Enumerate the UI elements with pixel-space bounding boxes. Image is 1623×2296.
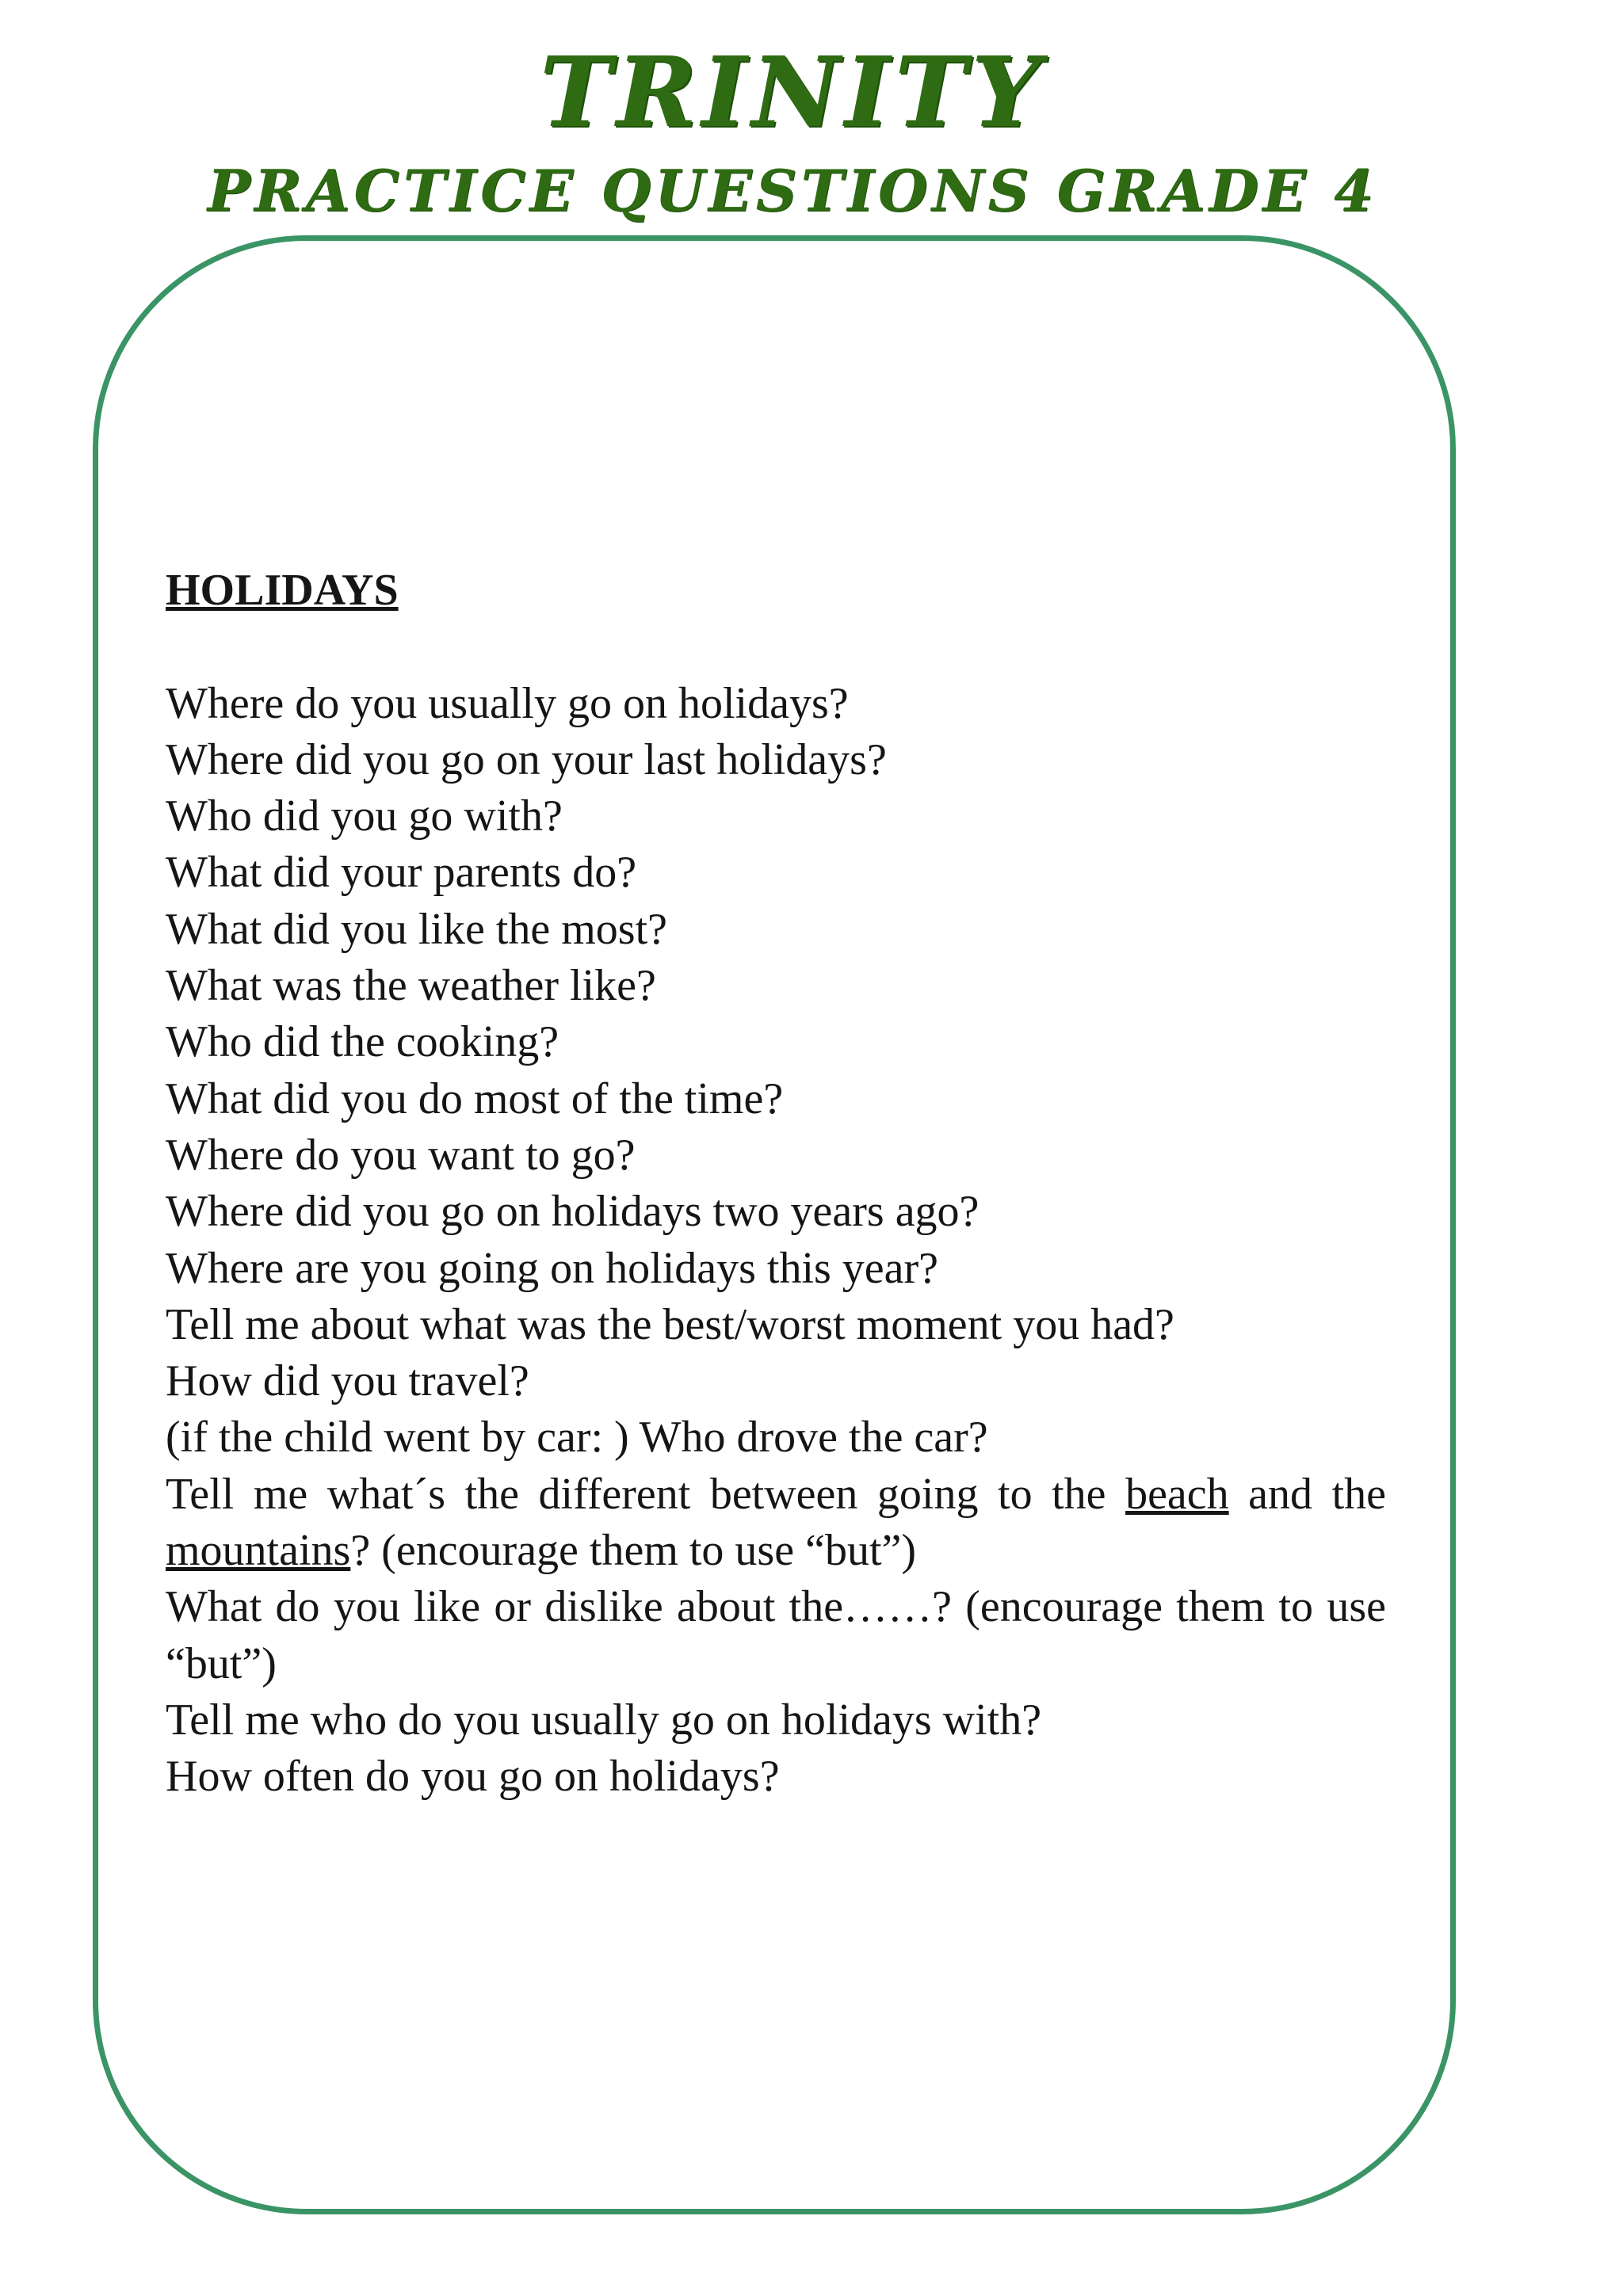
question-8: What did you do most of the time? bbox=[166, 1074, 784, 1123]
question-3: Who did you go with? bbox=[166, 791, 563, 841]
question-11: Where are you going on holidays this year? bbox=[166, 1243, 939, 1293]
question-18: How often do you go on holidays? bbox=[166, 1752, 780, 1802]
question-17: Tell me who do you usually go on holidays with? bbox=[166, 1695, 1042, 1745]
section-heading: HOLIDAYS bbox=[166, 566, 399, 615]
question-5: What did you like the most? bbox=[166, 904, 667, 954]
beach-word: beach bbox=[1125, 1469, 1229, 1519]
question-4: What did your parents do? bbox=[166, 848, 637, 898]
question-16: What do you like or dislike about the……? (encourage them to use “but”) bbox=[166, 1582, 1386, 1688]
question-14: (if the child went by car: ) Who drove the car? bbox=[166, 1413, 988, 1463]
question-15 bbox=[166, 1466, 1386, 1580]
question-10: Where did you go on holidays two years ago? bbox=[166, 1187, 980, 1237]
question-12: Tell me about what was the best/worst moment you had? bbox=[166, 1299, 1174, 1349]
page-subtitle: PRACTICE QUESTIONS GRADE 4 bbox=[207, 157, 1378, 224]
question-2: Where did you go on your last holidays? bbox=[166, 734, 887, 784]
question-1: Where do you usually go on holidays? bbox=[166, 678, 849, 728]
question-7: Who did the cooking? bbox=[166, 1017, 559, 1067]
question-9: Where do you want to go? bbox=[166, 1130, 636, 1180]
question-6: What was the weather like? bbox=[166, 961, 656, 1011]
page-title: TRINITY bbox=[540, 35, 1045, 149]
question-15-part1: Tell me what´s the different between going to the bbox=[166, 1469, 1126, 1519]
mountains-word: mountains bbox=[166, 1526, 351, 1576]
question-15-part2: and the bbox=[1228, 1469, 1386, 1519]
question-13: How did you travel? bbox=[166, 1356, 529, 1406]
question-15-part3: ? (encourage them to use “but”) bbox=[350, 1526, 916, 1576]
question-list bbox=[166, 563, 1386, 1806]
